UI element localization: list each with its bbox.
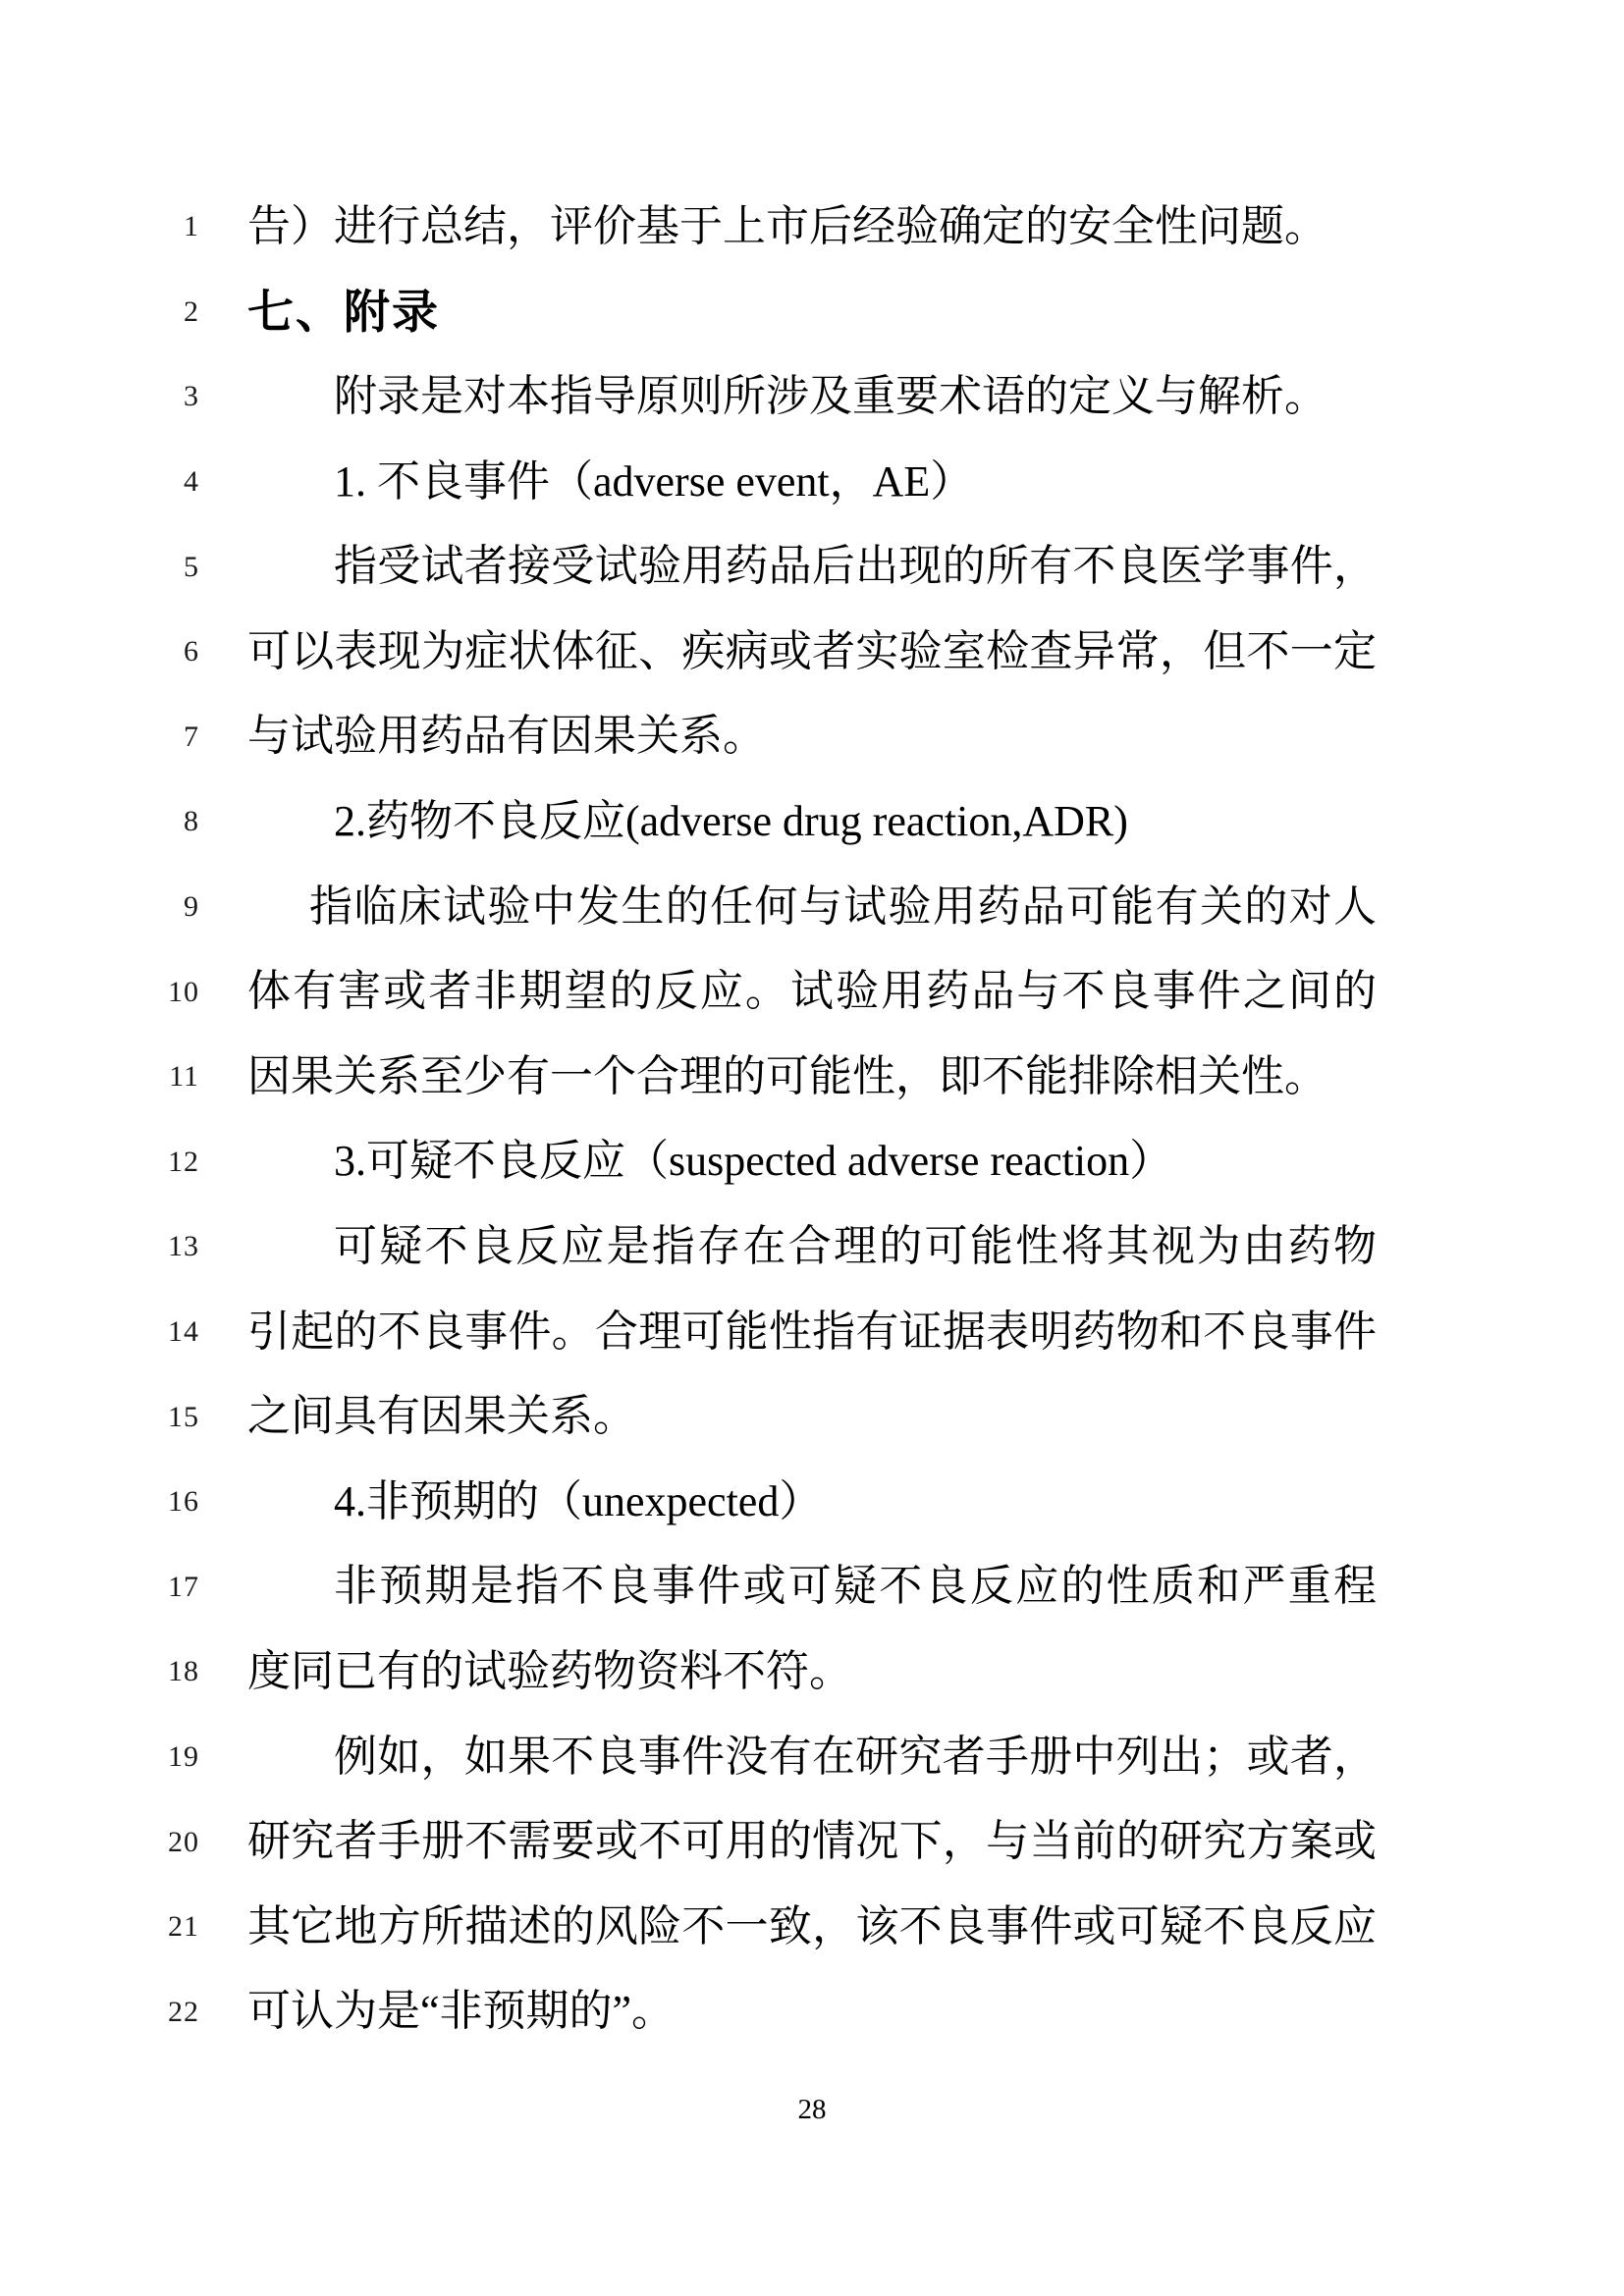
line-number: 18 [168, 1655, 199, 1688]
line-number: 14 [168, 1315, 199, 1349]
line-text: 之间具有因果关系。 [247, 1392, 636, 1441]
document-line [0, 1545, 1624, 1630]
document-line-term-heading [0, 779, 1624, 865]
line-number: 6 [184, 635, 199, 668]
line-text: 1. 不良事件（adverse event，AE） [334, 456, 974, 506]
section-heading-text: 七、附录 [247, 285, 440, 338]
document-line-section-heading [0, 270, 1624, 355]
line-number: 16 [168, 1485, 199, 1519]
line-text: 可以表现为症状体征、疾病或者实验室检查异常，但不一定 [247, 626, 1377, 675]
line-number: 5 [184, 550, 199, 583]
line-text: 3.可疑不良反应（suspected adverse reaction） [334, 1137, 1173, 1186]
line-number: 8 [184, 805, 199, 838]
document-line [0, 1629, 1624, 1715]
line-number: 11 [169, 1060, 199, 1094]
document-line [0, 1035, 1624, 1120]
line-number: 13 [168, 1230, 199, 1263]
document-line [0, 1204, 1624, 1290]
document-line [0, 1885, 1624, 1970]
document-line [0, 610, 1624, 695]
line-number: 12 [168, 1145, 199, 1178]
document-line [0, 1290, 1624, 1375]
line-number: 21 [168, 1910, 199, 1944]
document-line-term-heading [0, 1120, 1624, 1205]
document-line [0, 865, 1624, 950]
line-number: 3 [184, 380, 199, 413]
line-text: 告）进行总结，评价基于上市后经验确定的安全性问题。 [247, 201, 1327, 250]
document-line [0, 354, 1624, 440]
line-text: 可疑不良反应是指存在合理的可能性将其视为由药物 [334, 1222, 1377, 1271]
line-number: 15 [168, 1400, 199, 1433]
line-text: 可认为是“非预期的”。 [247, 1987, 676, 2036]
document-line [0, 1374, 1624, 1460]
line-number: 10 [168, 975, 199, 1008]
line-number: 19 [168, 1739, 199, 1773]
line-text: 体有害或者非期望的反应。试验用药品与不良事件之间的 [247, 967, 1377, 1016]
document-line [0, 949, 1624, 1035]
document-line-term-heading [0, 1460, 1624, 1545]
line-text: 研究者手册不需要或不可用的情况下，与当前的研究方案或 [247, 1817, 1377, 1866]
line-text: 指临床试验中发生的任何与试验用药品可能有关的对人 [309, 881, 1377, 931]
line-number: 1 [184, 210, 199, 243]
line-text: 其它地方所描述的风险不一致，该不良事件或可疑不良反应 [247, 1901, 1377, 1950]
document-line-term-heading [0, 440, 1624, 525]
line-number: 20 [168, 1825, 199, 1858]
line-text: 引起的不良事件。合理可能性指有证据表明药物和不良事件 [247, 1307, 1377, 1356]
line-text: 4.非预期的（unexpected） [334, 1476, 823, 1525]
line-number: 9 [184, 890, 199, 924]
line-number: 4 [184, 465, 199, 499]
document-line [0, 695, 1624, 780]
line-number: 7 [184, 720, 199, 753]
line-number: 17 [168, 1570, 199, 1603]
line-text: 例如，如果不良事件没有在研究者手册中列出；或者， [334, 1732, 1377, 1781]
document-line [0, 524, 1624, 610]
line-text: 度同已有的试验药物资料不符。 [247, 1646, 852, 1695]
line-number: 22 [168, 1995, 199, 2028]
line-text: 2.药物不良反应(adverse drug reaction,ADR) [334, 797, 1128, 846]
line-text: 附录是对本指导原则所涉及重要术语的定义与解析。 [334, 372, 1327, 421]
line-number: 2 [184, 294, 199, 328]
document-line [0, 185, 1624, 270]
document-line [0, 1969, 1624, 2055]
document-line [0, 1799, 1624, 1885]
line-text: 非预期是指不良事件或可疑不良反应的性质和严重程 [334, 1562, 1377, 1611]
line-text: 与试验用药品有因果关系。 [247, 712, 766, 761]
page-number: 28 [797, 2094, 827, 2126]
document-line [0, 1715, 1624, 1800]
line-text: 指受试者接受试验用药品后出现的所有不良医学事件， [334, 542, 1377, 591]
line-text: 因果关系至少有一个合理的可能性，即不能排除相关性。 [247, 1051, 1327, 1100]
